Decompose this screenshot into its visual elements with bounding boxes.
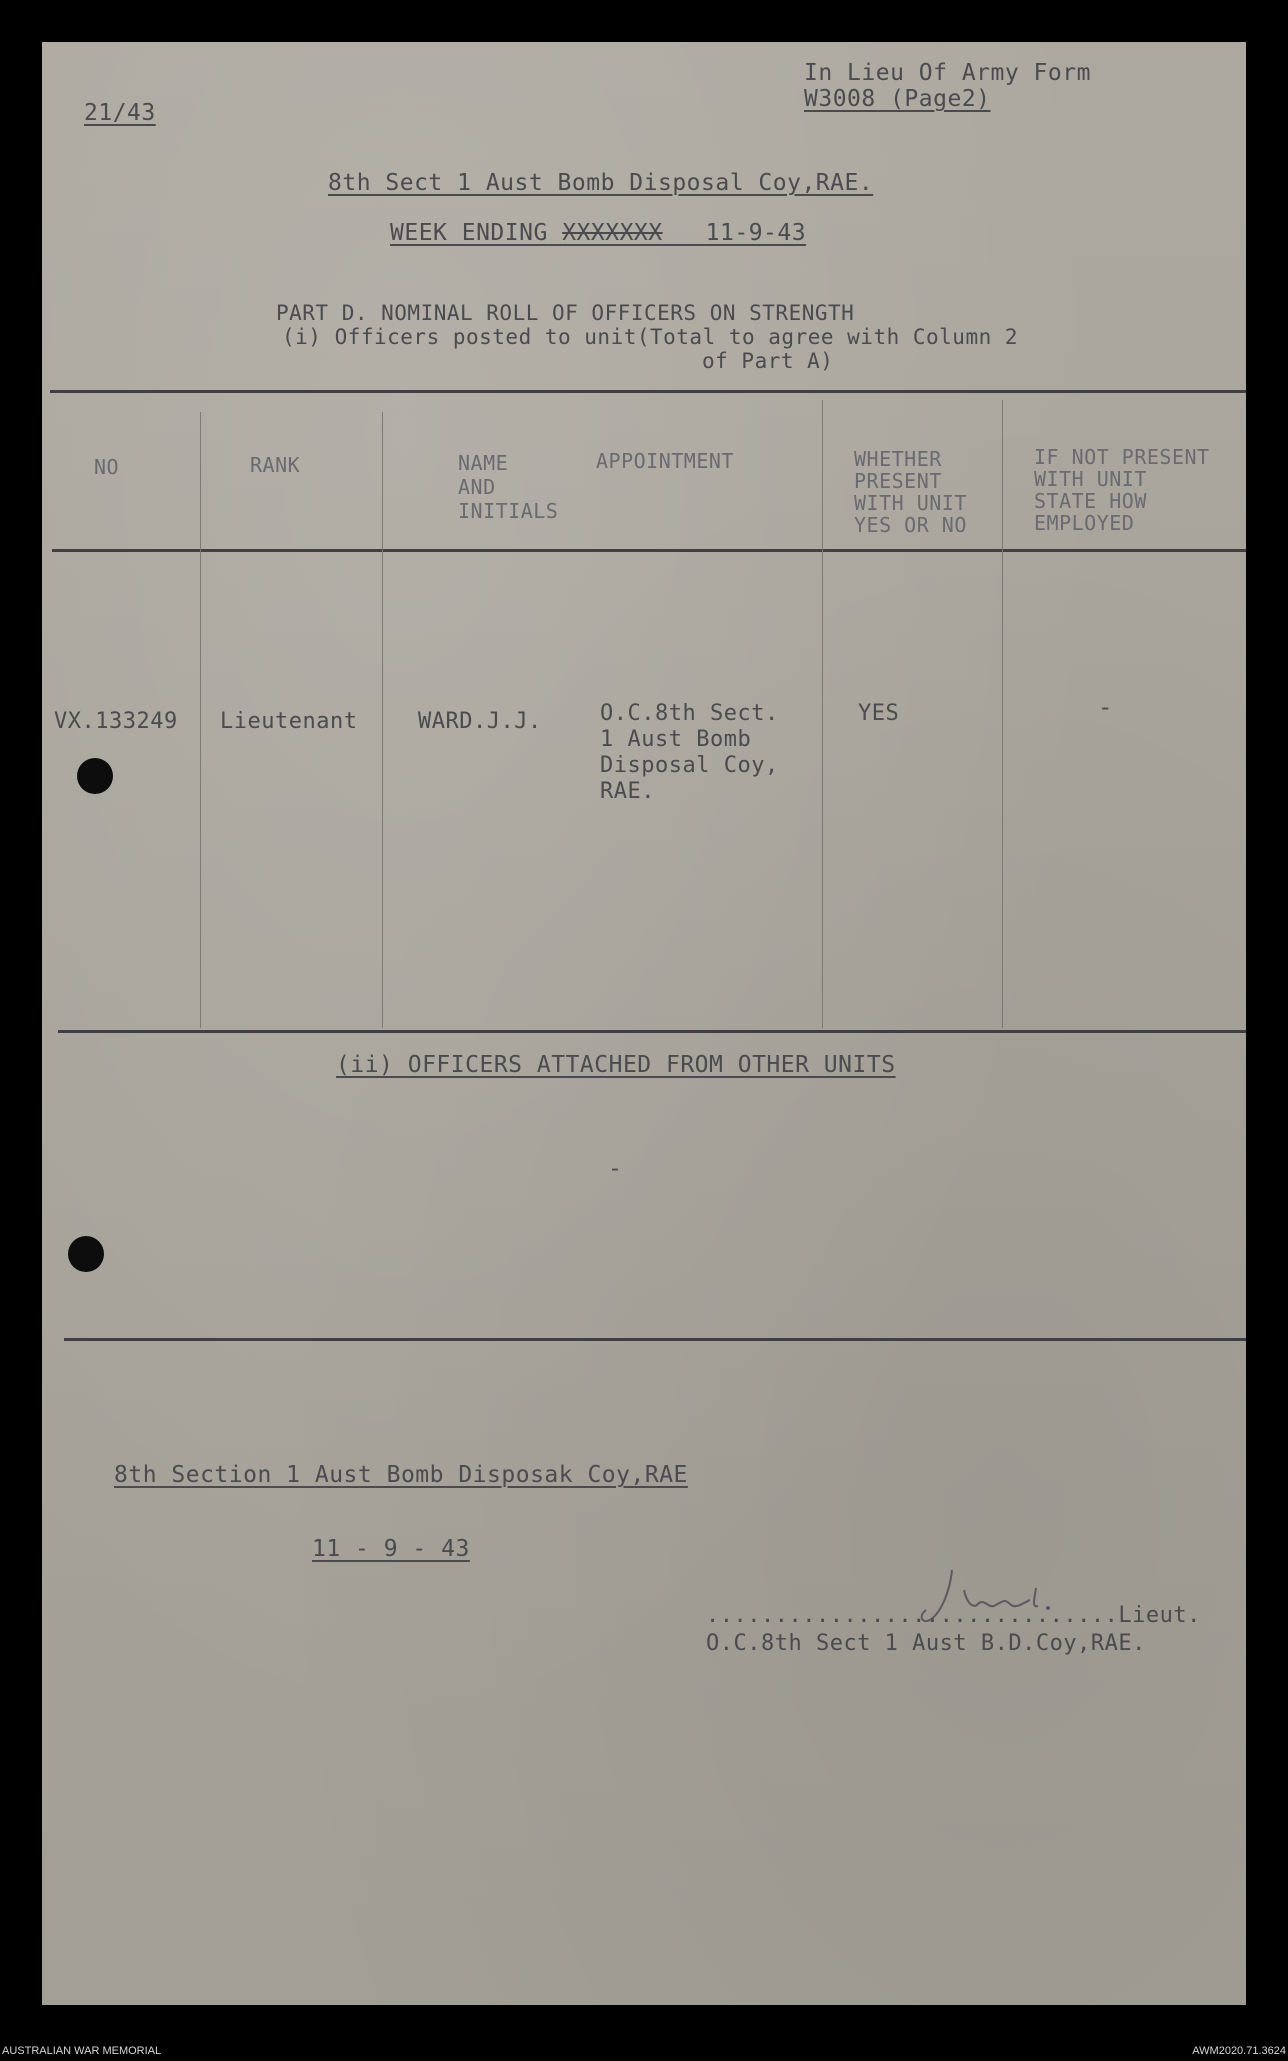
table-top-rule	[50, 390, 1246, 393]
table-bottom-rule	[58, 1030, 1246, 1033]
cell-rank: Lieutenant	[220, 709, 358, 734]
header-no: NO	[94, 455, 120, 479]
header-name-3: INITIALS	[458, 499, 559, 523]
week-ending-label: WEEK ENDING	[390, 220, 548, 246]
header-name-2: AND	[458, 475, 496, 499]
signature-date: 11 - 9 - 43	[312, 1536, 470, 1562]
cell-present: YES	[858, 701, 900, 726]
document-page	[42, 42, 1246, 2005]
cell-appointment-2: 1 Aust Bomb	[600, 727, 752, 752]
column-divider-2	[382, 412, 383, 1028]
part-heading-line-3: of Part A)	[702, 349, 834, 373]
header-present-3: WITH UNIT	[854, 491, 967, 515]
punch-hole	[68, 1236, 104, 1272]
cell-appointment-3: Disposal Coy,	[600, 753, 779, 778]
header-appointment: APPOINTMENT	[596, 449, 734, 473]
attached-entry: -	[608, 1156, 623, 1182]
part-heading-line-1: PART D. NOMINAL ROLL OF OFFICERS ON STRENGTH	[276, 301, 855, 325]
table-header-rule	[52, 549, 1246, 552]
cell-name: WARD.J.J.	[418, 709, 542, 734]
column-divider-3	[822, 400, 823, 1028]
header-employed-4: EMPLOYED	[1034, 511, 1135, 535]
header-present-1: WHETHER	[854, 447, 942, 471]
header-name-1: NAME	[458, 451, 509, 475]
header-rank: RANK	[250, 453, 301, 477]
cell-appointment-1: O.C.8th Sect.	[600, 701, 779, 726]
week-ending	[390, 220, 806, 247]
form-reference-line-2: W3008 (Page2)	[804, 86, 991, 112]
unit-title: 8th Sect 1 Aust Bomb Disposal Coy,RAE.	[328, 170, 874, 196]
corner-reference: 21/43	[84, 100, 156, 126]
header-employed-1: IF NOT PRESENT	[1034, 445, 1210, 469]
footer-archive-name: AUSTRALIAN WAR MEMORIAL	[2, 2045, 162, 2057]
cell-appointment-4: RAE.	[600, 779, 655, 804]
header-employed-2: WITH UNIT	[1034, 467, 1147, 491]
form-reference-line-1: In Lieu Of Army Form	[804, 60, 1091, 86]
part-heading-line-2: (i) Officers posted to unit(Total to agree with Column 2	[282, 325, 1019, 349]
signature-dotted-line: ..............................Lieut.	[706, 1603, 1201, 1628]
attached-bottom-rule	[64, 1338, 1246, 1341]
week-ending-date: 11-9-43	[705, 220, 807, 246]
header-present-2: PRESENT	[854, 469, 942, 493]
punch-hole	[77, 758, 113, 794]
signature-title: O.C.8th Sect 1 Aust B.D.Coy,RAE.	[706, 1631, 1146, 1656]
cell-no: VX.133249	[54, 709, 178, 734]
cell-employed: -	[1098, 693, 1113, 721]
footer-accession-number: AWM2020.71.3624	[1192, 2045, 1286, 2057]
signature-unit: 8th Section 1 Aust Bomb Disposak Coy,RAE	[114, 1462, 688, 1488]
week-ending-struck: XXXXXXX	[562, 220, 663, 246]
column-divider-1	[200, 412, 201, 1028]
header-present-4: YES OR NO	[854, 513, 967, 537]
attached-heading: (ii) OFFICERS ATTACHED FROM OTHER UNITS	[336, 1052, 896, 1078]
column-divider-4	[1002, 400, 1003, 1028]
header-employed-3: STATE HOW	[1034, 489, 1147, 513]
